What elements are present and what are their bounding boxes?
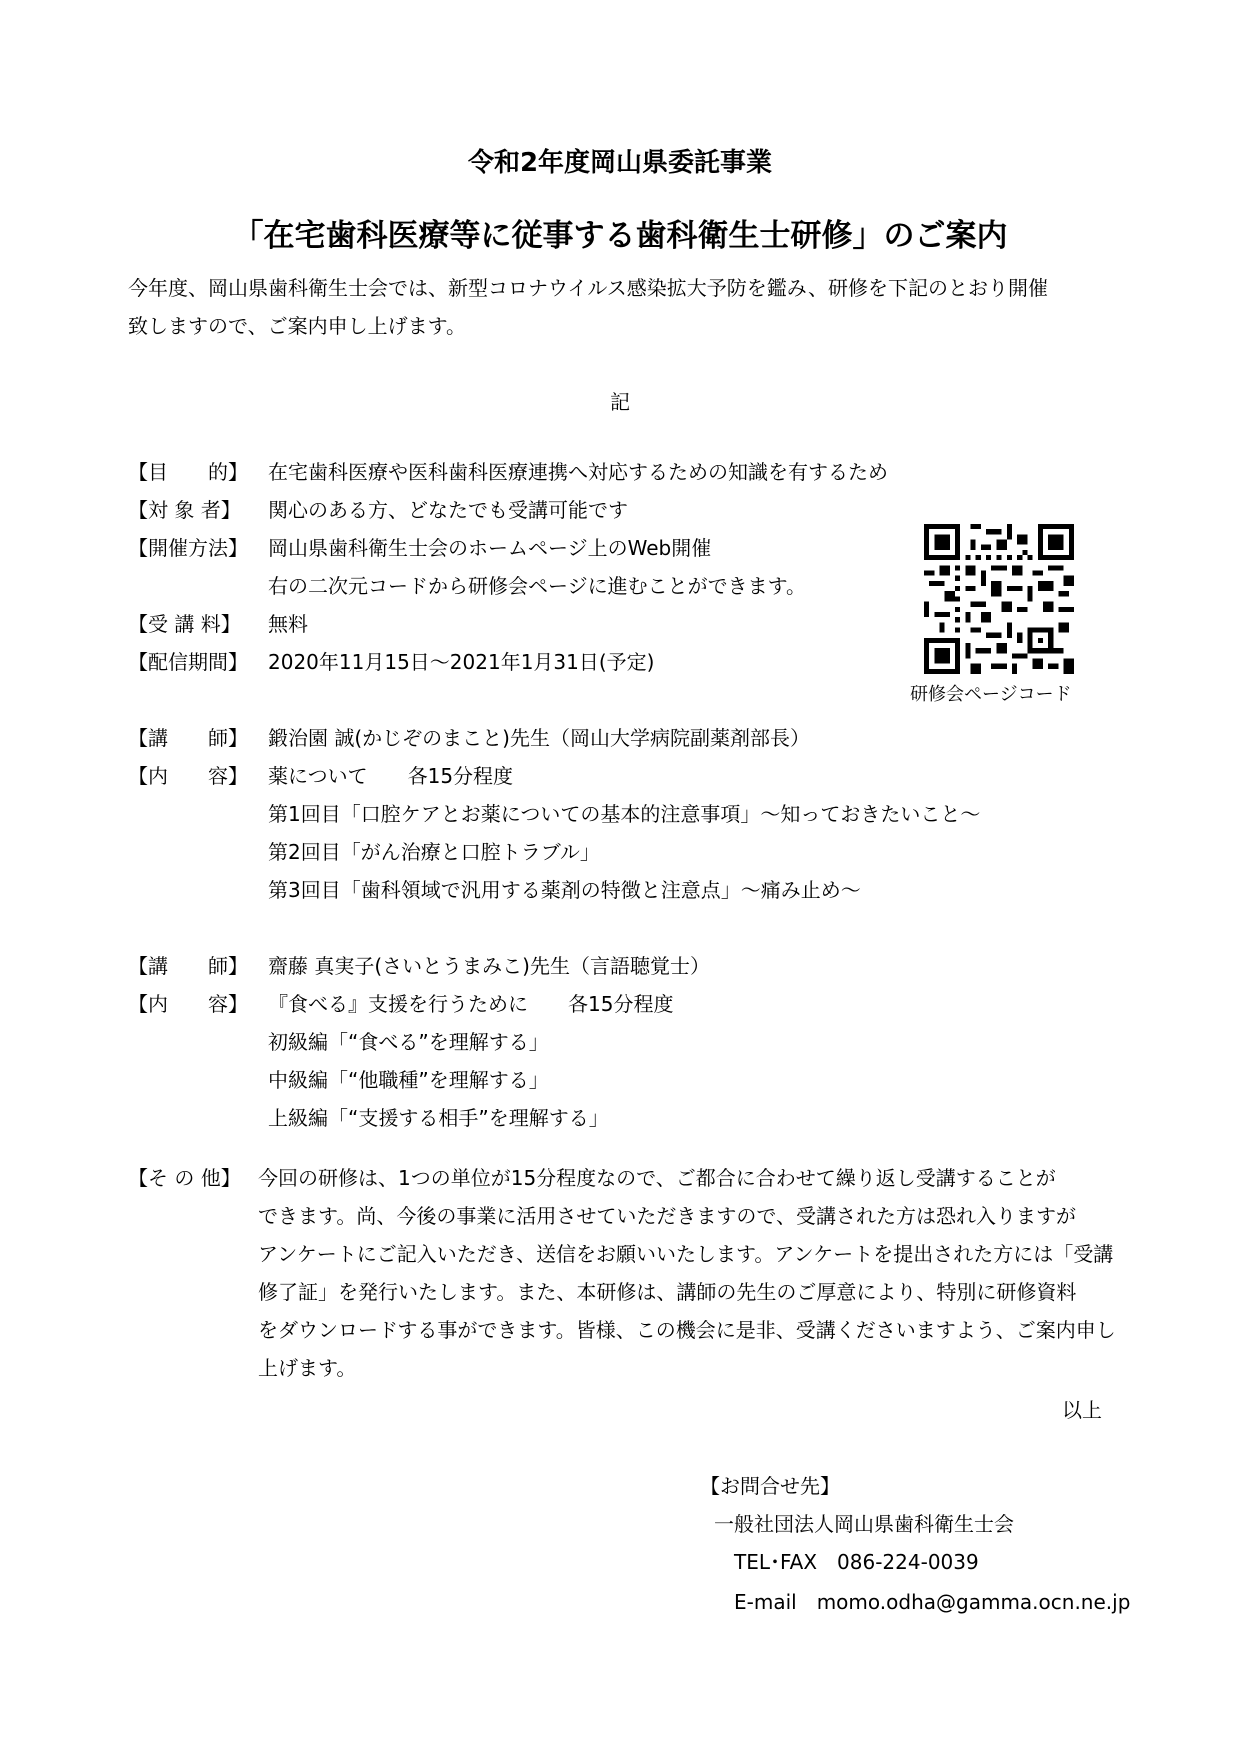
contact-heading: 【お問合せ先】 — [700, 1474, 840, 1498]
detail-row-period — [128, 646, 654, 675]
lecture1-content-row — [128, 760, 513, 789]
qr-caption: 研修会ページコード — [910, 684, 1072, 705]
lecture2-content-label: 【内 容】 — [128, 992, 248, 1016]
lecture1-content: 薬について 各15分程度 — [268, 764, 514, 788]
lecture2-instructor-row — [128, 950, 710, 979]
lecture2-instructor-label: 【講 師】 — [128, 954, 248, 978]
lecture2-item: 上級編「“支援する相手”を理解する」 — [268, 1106, 609, 1130]
lecture1-content-label: 【内 容】 — [128, 764, 248, 788]
other-line: 今回の研修は、1つの単位が15分程度なので、ご都合に合わせて繰り返し受講することが — [258, 1166, 1056, 1190]
lecture2-content-row — [128, 988, 673, 1017]
qr-code-image[interactable] — [924, 524, 1074, 674]
other-line: アンケートにご記入いただき、送信をお願いいたします。アンケートを提出された方には「受講 — [258, 1242, 1114, 1266]
detail-value: 関心のある方、どなたでも受講可能です — [268, 498, 628, 522]
detail-label: 【対 象 者】 — [128, 498, 241, 522]
detail-value: 右の二次元コードから研修会ページに進むことができます。 — [268, 574, 806, 598]
lecture1-instructor-row — [128, 722, 810, 751]
lecture1-instructor-label: 【講 師】 — [128, 726, 248, 750]
contact-org: 一般社団法人岡山県歯科衛生士会 — [714, 1512, 1014, 1536]
intro-line-2: 致しますので、ご案内申し上げます。 — [128, 314, 466, 338]
detail-value: 在宅歯科医療や医科歯科医療連携へ対応するための知識を有するため — [268, 460, 888, 484]
contact-tel: TEL･FAX 086-224-0039 — [734, 1550, 979, 1574]
lecture1-instructor: 鍛治園 誠(かじぞのまこと)先生（岡山大学病院副薬剤部長） — [268, 726, 810, 750]
detail-label: 【配信期間】 — [128, 650, 248, 674]
detail-row-fee — [128, 608, 308, 637]
detail-row-method-2 — [128, 570, 806, 599]
detail-value: 岡山県歯科衛生士会のホームページ上のWeb開催 — [268, 536, 712, 560]
lecture2-item: 初級編「“食べる”を理解する」 — [268, 1030, 549, 1054]
contact-email[interactable]: E-mail momo.odha@gamma.ocn.ne.jp — [734, 1590, 1131, 1614]
other-line: 上げます。 — [258, 1356, 357, 1380]
detail-row-method — [128, 532, 711, 561]
detail-label: 【目 的】 — [128, 460, 248, 484]
page-title: 令和2年度岡山県委託事業 — [467, 148, 773, 178]
other-label: 【そ の 他】 — [128, 1166, 241, 1190]
detail-row-target — [128, 494, 628, 523]
other-line: できます。尚、今後の事業に活用させていただきますので、受講された方は恐れ入りますが — [258, 1204, 1076, 1228]
detail-label: 【開催方法】 — [128, 536, 248, 560]
other-line: 修了証」を発行いたします。また、本研修は、講師の先生のご厚意により、特別に研修資料 — [258, 1280, 1077, 1304]
lecture1-item: 第2回目「がん治療と口腔トラブル」 — [268, 840, 600, 864]
lecture1-item: 第1回目「口腔ケアとお薬についての基本的注意事項」～知っておきたいこと～ — [268, 802, 981, 826]
ki-heading: 記 — [610, 390, 630, 414]
detail-label: 【受 講 料】 — [128, 612, 241, 636]
lecture1-item: 第3回目「歯科領域で汎用する薬剤の特徴と注意点」～痛み止め～ — [268, 878, 861, 902]
page-subtitle: 「在宅歯科医療等に従事する歯科衛生士研修」のご案内 — [232, 218, 1008, 254]
intro-line-1: 今年度、岡山県歯科衛生士会では、新型コロナウイルス感染拡大予防を鑑み、研修を下記のとおり開催 — [128, 276, 1048, 300]
lecture2-item: 中級編「“他職種”を理解する」 — [268, 1068, 549, 1092]
lecture2-content: 『食べる』支援を行うために 各15分程度 — [268, 992, 674, 1016]
detail-value: 無料 — [268, 612, 308, 636]
detail-label — [128, 570, 268, 599]
detail-value: 2020年11月15日～2021年1月31日(予定) — [268, 650, 655, 674]
other-line: をダウンロードする事ができます。皆様、この機会に是非、受講くださいますよう、ご案内申し — [258, 1318, 1116, 1342]
closing-text: 以上 — [1062, 1398, 1102, 1422]
detail-row-purpose — [128, 456, 888, 485]
lecture2-instructor: 齋藤 真実子(さいとうまみこ)先生（言語聴覚士） — [268, 954, 710, 978]
